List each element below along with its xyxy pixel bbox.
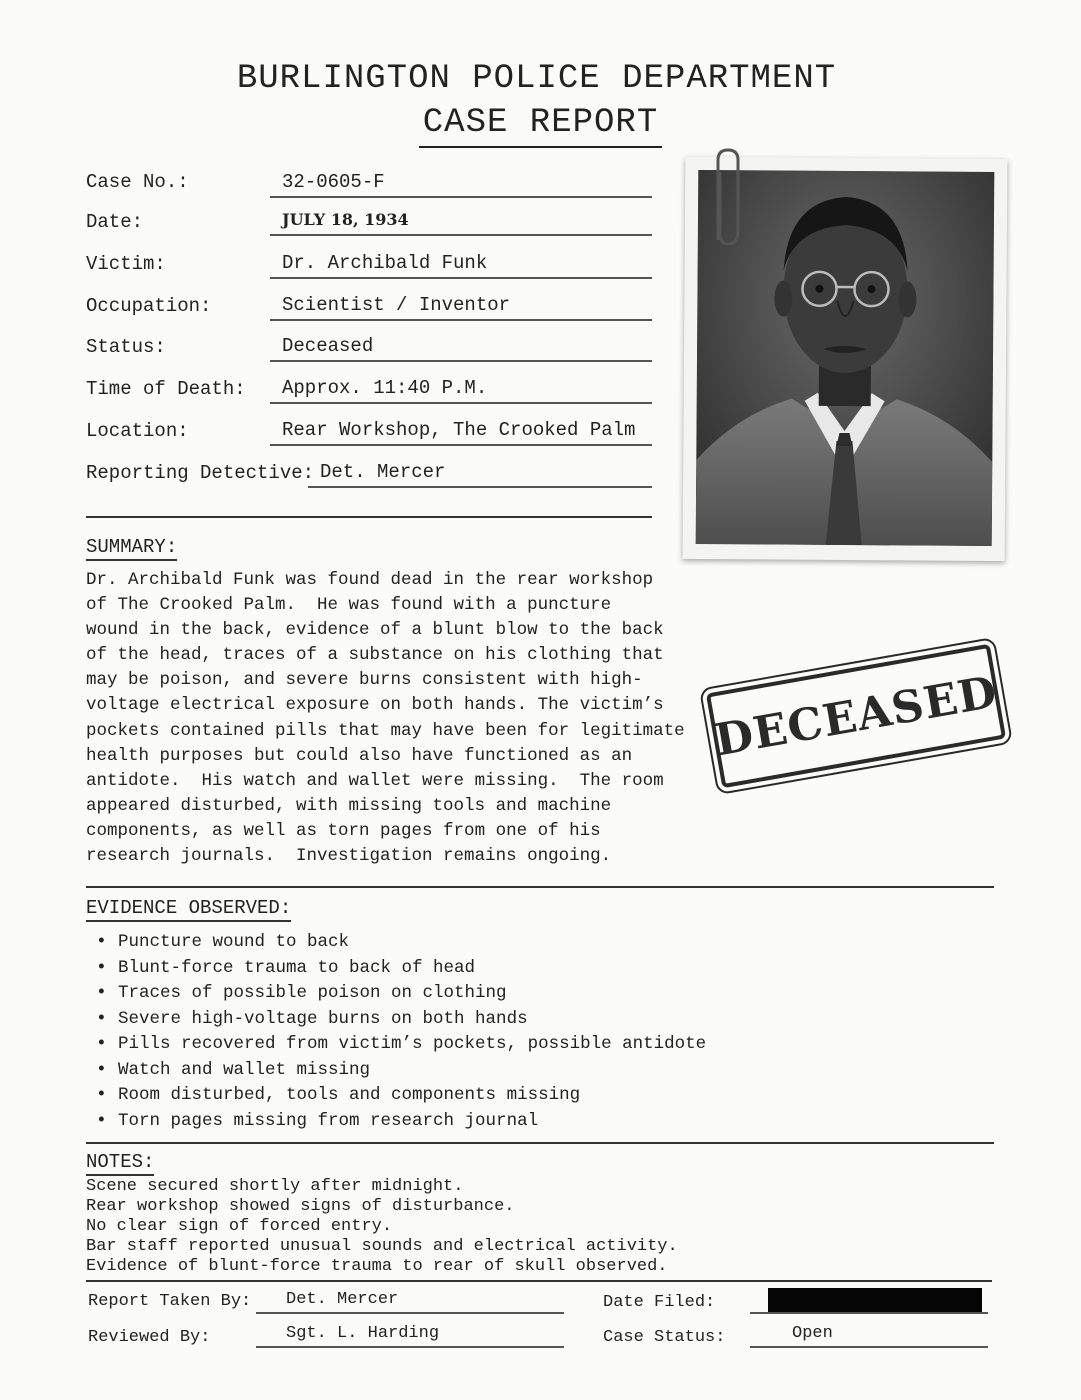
report-title: CASE REPORT [419,104,662,148]
evidence-item: • Watch and wallet missing [96,1058,706,1084]
case-no-value: 32-0605-F [270,170,652,198]
summary-line: may be poison, and severe burns consistent with high- [86,670,643,691]
case-status-value: Open [750,1324,988,1348]
redaction-bar [768,1288,982,1312]
divider [86,886,994,888]
note-line: Rear workshop showed signs of disturbance. [86,1197,515,1216]
evidence-heading: EVIDENCE OBSERVED: [86,897,291,922]
summary-line: of the head, traces of a substance on his clothing that [86,645,664,666]
summary-heading: SUMMARY: [86,536,177,561]
detective-value: Det. Mercer [308,460,652,488]
summary-line: appeared disturbed, with missing tools and machine [86,795,612,816]
summary-line: wound in the back, evidence of a blunt blow to the back [86,620,664,641]
paperclip-icon [712,146,746,250]
date-value: JULY 18, 1934 [270,208,652,236]
time-of-death-value: Approx. 11:40 P.M. [270,376,652,404]
deceased-stamp: DECEASED [706,644,1006,789]
summary-line: research journals. Investigation remains ongoing. [86,846,612,867]
reviewed-by-label: Reviewed By: [88,1328,211,1347]
summary-line: pockets contained pills that may have been for legitimate [86,720,685,741]
case-no-label: Case No.: [86,171,189,193]
evidence-item: • Torn pages missing from research journal [96,1109,706,1135]
summary-line: voltage electrical exposure on both hands. The victim’s [86,695,664,716]
victim-label: Victim: [86,253,166,275]
taken-by-value: Det. Mercer [256,1290,564,1314]
note-line: Scene secured shortly after midnight. [86,1177,464,1196]
location-value: Rear Workshop, The Crooked Palm [270,418,652,446]
department-title: BURLINGTON POLICE DEPARTMENT [236,60,837,98]
summary-line: health purposes but could also have functioned as an [86,745,633,766]
evidence-item: • Room disturbed, tools and components missing [96,1083,706,1109]
evidence-item: • Puncture wound to back [96,930,706,956]
notes-text [86,1177,678,1277]
time-of-death-label: Time of Death: [86,378,246,400]
summary-text [86,568,686,869]
occupation-label: Occupation: [86,295,212,317]
date-filed-label: Date Filed: [603,1293,716,1312]
summary-line: of The Crooked Palm. He was found with a puncture [86,595,612,616]
date-label: Date: [86,211,144,233]
evidence-list [96,930,706,1134]
victim-value: Dr. Archibald Funk [270,251,652,279]
divider [86,1142,994,1144]
evidence-item: • Pills recovered from victim’s pockets, possible antidote [96,1032,706,1058]
divider [86,1280,992,1282]
detective-label: Reporting Detective: [86,462,315,484]
note-line: No clear sign of forced entry. [86,1217,393,1236]
case-status-label: Case Status: [603,1328,726,1347]
note-line: Evidence of blunt-force trauma to rear of skull observed. [86,1257,668,1276]
occupation-value: Scientist / Inventor [270,293,652,321]
status-value: Deceased [270,334,652,362]
location-label: Location: [86,420,189,442]
note-line: Bar staff reported unusual sounds and electrical activity. [86,1237,678,1256]
summary-line: Dr. Archibald Funk was found dead in the rear workshop [86,570,654,590]
evidence-item: • Blunt-force trauma to back of head [96,956,706,982]
status-label: Status: [86,336,166,358]
notes-heading: NOTES: [86,1151,154,1176]
evidence-item: • Severe high-voltage burns on both hands [96,1007,706,1033]
taken-by-label: Report Taken By: [88,1292,252,1311]
divider [86,516,652,518]
summary-line: antidote. His watch and wallet were missing. The room [86,770,664,791]
reviewed-by-value: Sgt. L. Harding [256,1324,564,1348]
summary-line: components, as well as torn pages from one of his [86,820,601,841]
evidence-item: • Traces of possible poison on clothing [96,981,706,1007]
